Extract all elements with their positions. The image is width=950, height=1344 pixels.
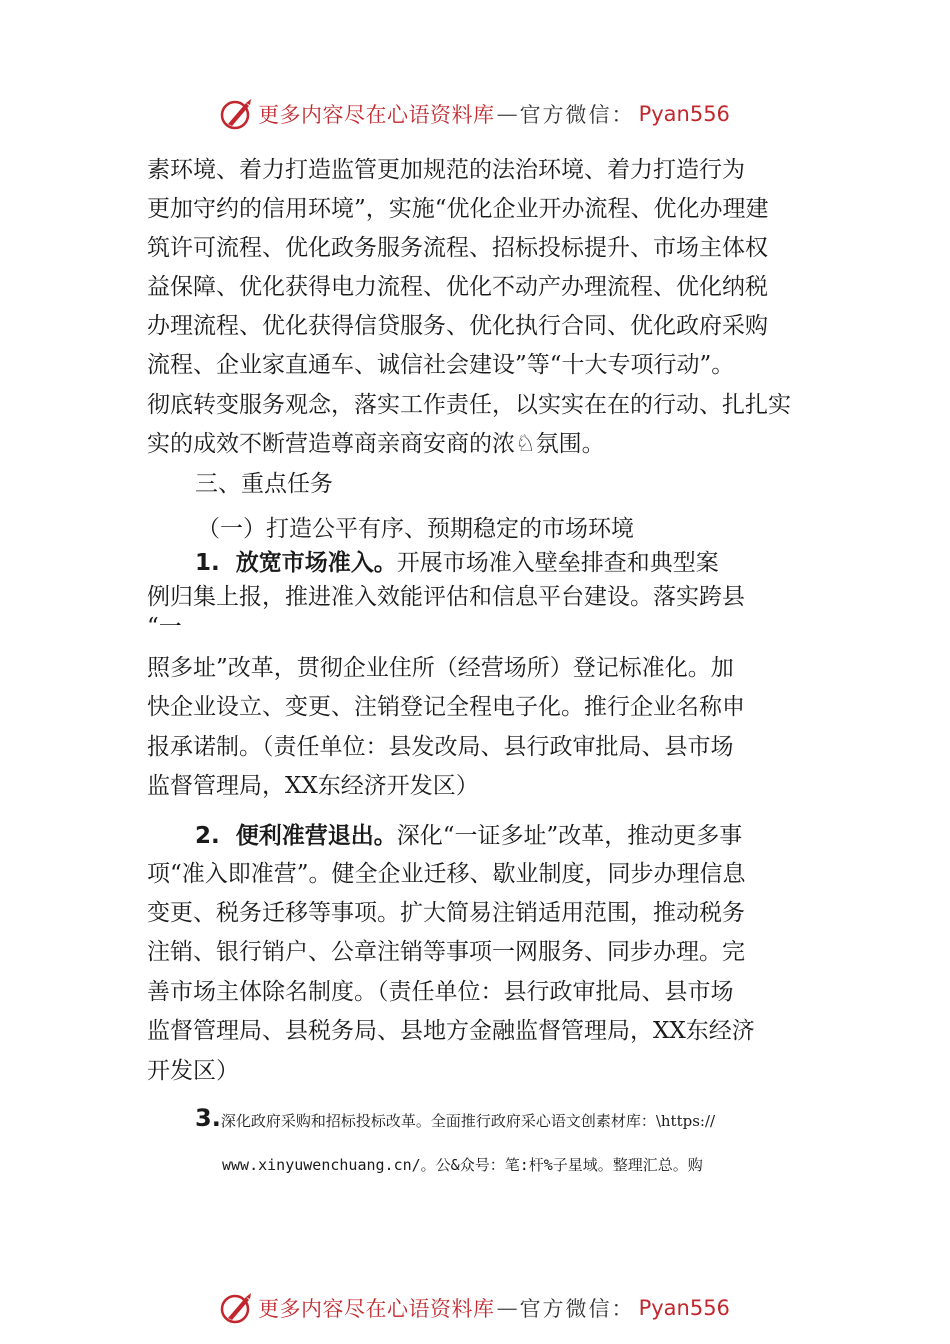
body-line: 素环境、着力打造监管更加规范的法治环境、着力打造行为 [147,157,745,183]
body-line: 快企业设立、变更、注销登记全程电子化。推行企业名称申 [147,694,745,720]
item-2-number: 2. [195,823,220,849]
body-line: 监督管理局，XX东经济开发区） [147,773,479,799]
body-line: 益保障、优化获得电力流程、优化不动产办理流程、优化纳税 [147,274,768,300]
banner-wechat-id: Pyan556 [638,102,730,126]
footer-banner [0,1288,950,1328]
body-line: 彻底转变服务观念，落实工作责任，以实实在在的行动、扎扎实 [147,392,791,418]
banner-title: 更多内容尽在心语资料库 [258,1297,495,1321]
item-3-text: 深化政府采购和招标投标改革。全面推行政府采心语文创素材库：\https:// [220,1112,716,1130]
banner-dash: — [496,102,518,126]
banner-subtitle: 官方微信： [519,103,635,127]
body-line: 照多址”改革，贯彻企业住所（经营场所）登记标准化。加 [147,655,734,681]
item-2-title: 便利准营退出。 [235,823,397,849]
item-3-number: 3. [195,1104,221,1132]
item-1-number: 1. [195,550,220,576]
item-2-first: 深化“一证多址”改革，推动更多事 [396,823,743,849]
body-line: 流程、企业家直通车、诚信社会建设”等“十大专项行动”。 [147,352,735,378]
body-line: 善市场主体除名制度。（责任单位：县行政审批局、县市场 [147,979,734,1005]
quill-logo-icon [220,97,254,131]
banner-dash: — [496,1296,518,1320]
body-line: 项“准入即准营”。健全企业迁移、歇业制度，同步办理信息 [147,861,746,887]
body-line: 实的成效不断营造尊商亲商安商的浓♘氛围。 [147,431,605,457]
item-1-heading [195,548,719,578]
body-line: 变更、税务迁移等事项。扩大简易注销适用范围，推动税务 [147,900,745,926]
body-line: 监督管理局、县税务局、县地方金融监督管理局，XX东经济 [147,1018,755,1044]
item-3-line-1 [195,1104,716,1132]
subsection-heading: （一）打造公平有序、预期稳定的市场环境 [197,516,634,542]
item-2-heading [195,821,742,851]
section-heading: 三、重点任务 [195,471,333,497]
body-line: 注销、银行销户、公章注销等事项一网服务、同步办理。完 [147,939,745,965]
body-line: 例归集上报，推进准入效能评估和信息平台建设。落实跨县 [147,584,745,610]
item-1-first: 开展市场准入壁垒排查和典型案 [396,550,719,576]
body-line: “一 [147,614,182,640]
banner-subtitle: 官方微信： [519,1297,635,1321]
banner-title: 更多内容尽在心语资料库 [258,103,495,127]
body-line: 更加守约的信用环境”，实施“优化企业开办流程、优化办理建 [147,196,769,222]
quill-logo-icon [220,1291,254,1325]
item-1-title: 放宽市场准入。 [235,550,397,576]
header-banner [0,94,950,134]
item-3-line-2: www.xinyuwenchuang.cn/。公&众号：笔:杆%子星域。整理汇总。购 [222,1156,703,1174]
body-line: 开发区） [147,1058,239,1084]
body-line: 报承诺制。（责任单位：县发改局、县行政审批局、县市场 [147,734,734,760]
body-line: 办理流程、优化获得信贷服务、优化执行合同、优化政府采购 [147,313,768,339]
banner-wechat-id: Pyan556 [638,1296,730,1320]
body-line: 筑许可流程、优化政务服务流程、招标投标提升、市场主体权 [147,235,768,261]
